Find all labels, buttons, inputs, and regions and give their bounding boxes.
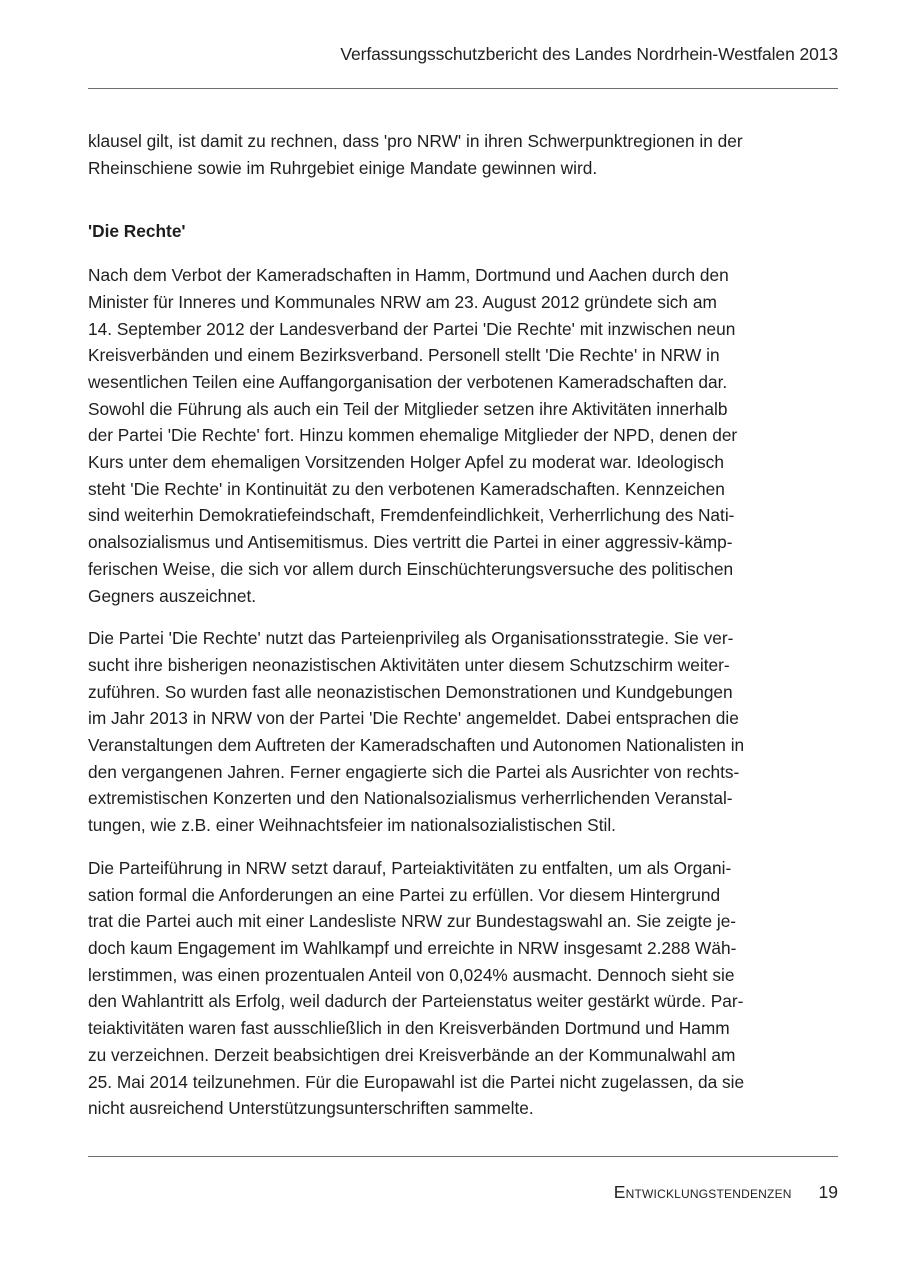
text-line: Die Partei 'Die Rechte' nutzt das Parteienprivileg als Organisationsstrategie. Sie ver-: [88, 628, 734, 649]
text-line: tungen, wie z.B. einer Weihnachtsfeier im nationalsozialistischen Stil.: [88, 815, 616, 836]
text-line: Sowohl die Führung als auch ein Teil der Mitglieder setzen ihre Aktivitäten innerhalb: [88, 398, 728, 419]
text-line: Die Parteiführung in NRW setzt darauf, Parteiaktivitäten zu entfalten, um als Organi-: [88, 857, 732, 878]
text-line: nicht ausreichend Unterstützungsunterschriften sammelte.: [88, 1098, 534, 1119]
text-line: Gegners auszeichnet.: [88, 585, 257, 606]
text-line: extremistischen Konzerten und den Nationalsozialismus verherrlichenden Veranstal-: [88, 788, 733, 809]
text-line: sation formal die Anforderungen an eine Partei zu erfüllen. Vor diesem Hintergrund: [88, 884, 721, 905]
text-line: klausel gilt, ist damit zu rechnen, dass 'pro NRW' in ihren Schwerpunktregionen in der: [88, 131, 743, 151]
text-line: Rheinschiene sowie im Ruhrgebiet einige Mandate gewinnen wird.: [88, 157, 598, 178]
text-line: steht 'Die Rechte' in Kontinuität zu den verbotenen Kameradschaften. Kennzeichen: [88, 478, 725, 499]
text-line: trat die Partei auch mit einer Landesliste NRW zur Bundestagswahl an. Sie zeigte je-: [88, 911, 737, 932]
text-line: teiaktivitäten waren fast ausschließlich in den Kreisverbänden Dortmund und Hamm: [88, 1018, 730, 1039]
text-line: Kurs unter dem ehemaligen Vorsitzenden Holger Apfel zu moderat war. Ideologisch: [88, 452, 724, 473]
text-line: den Wahlantritt als Erfolg, weil dadurch der Parteienstatus weiter gestärkt würde. Par-: [88, 991, 744, 1012]
text-line: zu verzeichnen. Derzeit beabsichtigen drei Kreisverbände an der Kommunalwahl am: [88, 1044, 736, 1065]
text-line: wesentlichen Teilen eine Auffangorganisation der verbotenen Kameradschaften dar.: [88, 371, 728, 392]
footer-section-name: Entwicklungstendenzen: [613, 1182, 792, 1202]
text-line: Veranstaltungen dem Auftreten der Kameradschaften und Autonomen Nationalisten in: [88, 735, 745, 756]
text-line: lerstimmen, was einen prozentualen Anteil von 0,024% ausmacht. Dennoch sieht sie: [88, 964, 735, 985]
paragraph-3: [88, 855, 800, 1122]
text-line: Minister für Inneres und Kommunales NRW am 23. August 2012 gründete sich am: [88, 291, 717, 312]
text-line: 14. September 2012 der Landesverband der Partei 'Die Rechte' mit inzwischen neun: [88, 318, 736, 339]
text-line: im Jahr 2013 in NRW von der Partei 'Die Rechte' angemeldet. Dabei entsprachen die: [88, 708, 739, 729]
text-line: zuführen. So wurden fast alle neonazistischen Demonstrationen und Kundgebungen: [88, 681, 733, 702]
page-body: [88, 128, 800, 1138]
text-line: sind weiterhin Demokratiefeindschaft, Fremdenfeindlichkeit, Verherrlichung des Nati-: [88, 505, 735, 526]
text-line: doch kaum Engagement im Wahlkampf und erreichte in NRW insgesamt 2.288 Wäh-: [88, 937, 737, 958]
text-line: 25. Mai 2014 teilzunehmen. Für die Europawahl ist die Partei nicht zugelassen, da sie: [88, 1071, 745, 1092]
intro-paragraph: [88, 128, 800, 181]
paragraph-1: [88, 262, 800, 609]
text-line: onalsozialismus und Antisemitismus. Dies vertritt die Partei in einer aggressiv-kämp-: [88, 532, 733, 553]
text-line: der Partei 'Die Rechte' fort. Hinzu kommen ehemalige Mitglieder der NPD, denen der: [88, 425, 738, 446]
paragraph-2: [88, 625, 800, 839]
footer-divider: [88, 1156, 838, 1157]
text-line: den vergangenen Jahren. Ferner engagierte sich die Partei als Ausrichter von rechts-: [88, 761, 740, 782]
running-header: Verfassungsschutzbericht des Landes Nordrhein-Westfalen 2013: [340, 44, 838, 64]
text-line: Kreisverbänden und einem Bezirksverband. Personell stellt 'Die Rechte' in NRW in: [88, 345, 720, 366]
text-line: sucht ihre bisherigen neonazistischen Aktivitäten unter diesem Schutzschirm weiter-: [88, 654, 730, 675]
text-line: Nach dem Verbot der Kameradschaften in Hamm, Dortmund und Aachen durch den: [88, 265, 729, 286]
header-divider: [88, 88, 838, 89]
page-footer: [614, 1180, 838, 1204]
text-line: ferischen Weise, die sich vor allem durch Einschüchterungsversuche des politischen: [88, 558, 734, 579]
section-heading: 'Die Rechte': [88, 221, 186, 242]
page-number: 19: [818, 1182, 838, 1202]
